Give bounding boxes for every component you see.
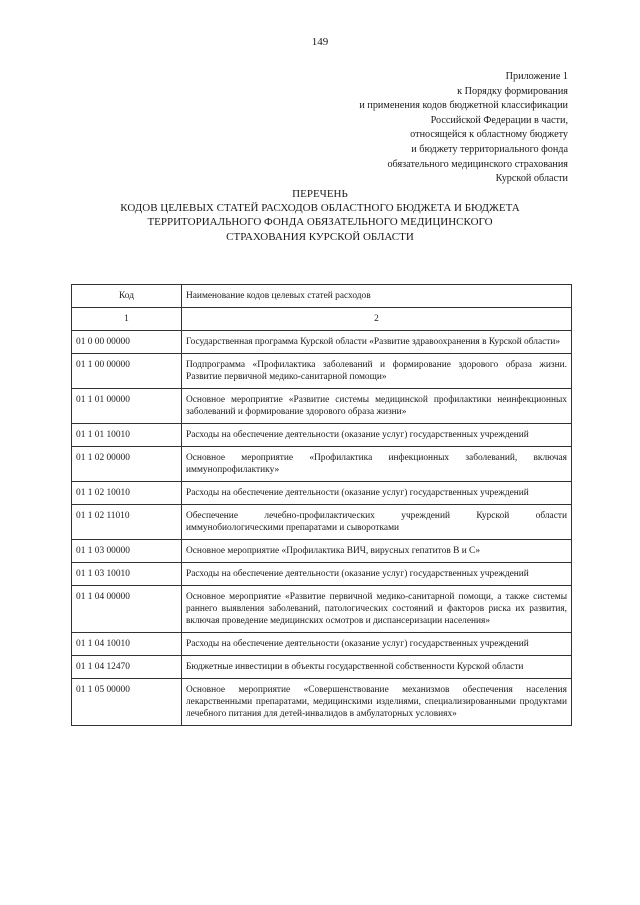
row-name: Обеспечение лечебно-профилактических учреждений Курской области иммунобиологическими препаратами и сыворотками (182, 505, 572, 540)
row-name: Расходы на обеспечение деятельности (оказание услуг) государственных учреждений (182, 424, 572, 447)
row-code: 01 1 00 00000 (72, 354, 182, 389)
row-code: 01 1 02 10010 (72, 482, 182, 505)
header-name: Наименование кодов целевых статей расходов (182, 285, 572, 308)
row-code: 01 1 04 10010 (72, 633, 182, 656)
row-code: 01 1 02 00000 (72, 447, 182, 482)
row-code: 01 0 00 00000 (72, 331, 182, 354)
row-code: 01 1 03 10010 (72, 563, 182, 586)
document-title (80, 187, 560, 244)
appendix-note (359, 70, 568, 187)
row-name: Основное мероприятие «Совершенствование механизмов обеспечения населения лекарственными препаратами, медицинскими изделиями, специализированными продуктами лечебного питания для детей-инвалидов в амбулаторных условиях» (182, 679, 572, 726)
appendix-line: и бюджету территориального фонда (411, 143, 568, 155)
header-row (72, 285, 572, 308)
header-code: Код (72, 285, 182, 308)
row-code: 01 1 01 00000 (72, 389, 182, 424)
appendix-line: Приложение 1 (505, 71, 568, 82)
table-row (72, 563, 572, 586)
table-row (72, 331, 572, 354)
table-row (72, 389, 572, 424)
row-name: Расходы на обеспечение деятельности (оказание услуг) государственных учреждений (182, 482, 572, 505)
row-name: Основное мероприятие «Профилактика инфекционных заболеваний, включая иммунопрофилактику» (182, 447, 572, 482)
appendix-line: Курской области (495, 173, 568, 185)
row-code: 01 1 01 10010 (72, 424, 182, 447)
column-number: 2 (182, 308, 572, 331)
title-line: КОДОВ ЦЕЛЕВЫХ СТАТЕЙ РАСХОДОВ ОБЛАСТНОГО БЮДЖЕТА И БЮДЖЕТА (120, 202, 520, 215)
appendix-line: относящейся к областному бюджету (410, 129, 568, 141)
table-row (72, 656, 572, 679)
codes-table (71, 284, 572, 726)
appendix-line: к Порядку формирования (457, 85, 568, 97)
table-row (72, 540, 572, 563)
row-name: Основное мероприятие «Профилактика ВИЧ, вирусных гепатитов В и С» (182, 540, 572, 563)
table-row (72, 586, 572, 633)
title-line: ТЕРРИТОРИАЛЬНОГО ФОНДА ОБЯЗАТЕЛЬНОГО МЕДИЦИНСКОГО (147, 216, 493, 229)
appendix-line: обязательного медицинского страхования (387, 158, 568, 170)
row-code: 01 1 04 12470 (72, 656, 182, 679)
row-name: Подпрограмма «Профилактика заболеваний и формирование здорового образа жизни. Развитие первичной медико-санитарной помощи» (182, 354, 572, 389)
row-code: 01 1 03 00000 (72, 540, 182, 563)
appendix-line: и применения кодов бюджетной классификации (359, 100, 568, 112)
row-code: 01 1 05 00000 (72, 679, 182, 726)
row-name: Основное мероприятие «Развитие первичной медико-санитарной помощи, а также системы раннего выявления заболеваний, патологических состояний и факторов риска их развития, включая проведение медицинских осмотров и диспансеризации населения» (182, 586, 572, 633)
row-code: 01 1 02 11010 (72, 505, 182, 540)
title-line: СТРАХОВАНИЯ КУРСКОЙ ОБЛАСТИ (226, 230, 414, 243)
table-row (72, 424, 572, 447)
column-number-row (72, 308, 572, 331)
table-row (72, 447, 572, 482)
title-line: ПЕРЕЧЕНЬ (292, 188, 348, 200)
table-row (72, 482, 572, 505)
row-name: Государственная программа Курской области «Развитие здравоохранения в Курской области» (182, 331, 572, 354)
table-row (72, 633, 572, 656)
table-body (72, 308, 572, 726)
row-name: Расходы на обеспечение деятельности (оказание услуг) государственных учреждений (182, 563, 572, 586)
row-name: Расходы на обеспечение деятельности (оказание услуг) государственных учреждений (182, 633, 572, 656)
table-row (72, 505, 572, 540)
row-name: Бюджетные инвестиции в объекты государственной собственности Курской области (182, 656, 572, 679)
row-name: Основное мероприятие «Развитие системы медицинской профилактики неинфекционных заболеваний и формирование здорового образа жизни» (182, 389, 572, 424)
row-code: 01 1 04 00000 (72, 586, 182, 633)
appendix-line: Российской Федерации в части, (430, 114, 568, 126)
table-row (72, 679, 572, 726)
table-row (72, 354, 572, 389)
column-number: 1 (72, 308, 182, 331)
page-number: 149 (311, 36, 329, 48)
